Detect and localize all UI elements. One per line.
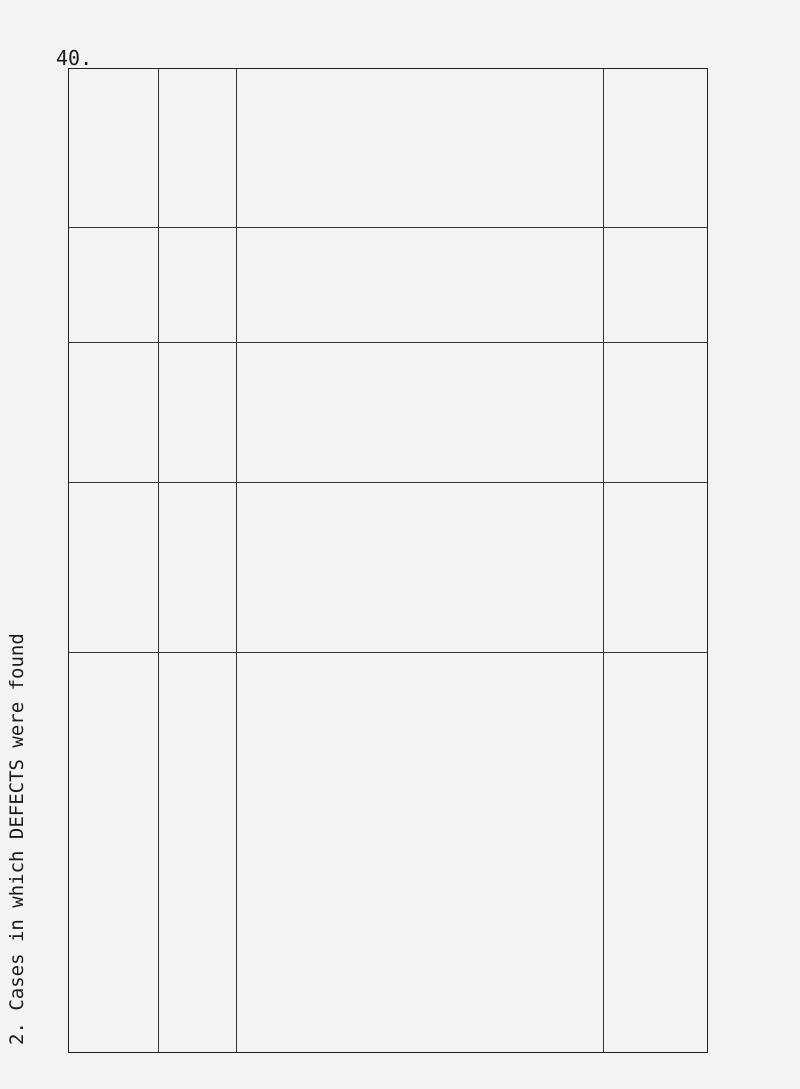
column-divider bbox=[68, 482, 708, 483]
page-number: 40. bbox=[56, 46, 93, 70]
column-divider bbox=[68, 227, 708, 228]
table-border bbox=[68, 68, 708, 1053]
column-divider bbox=[68, 342, 708, 343]
row-divider bbox=[603, 68, 604, 1053]
row-divider bbox=[158, 68, 159, 1053]
column-divider bbox=[68, 652, 708, 653]
row-divider bbox=[236, 68, 237, 1053]
table-heading: 2. Cases in which DEFECTS were found bbox=[6, 633, 28, 1045]
defects-table bbox=[68, 68, 708, 1053]
